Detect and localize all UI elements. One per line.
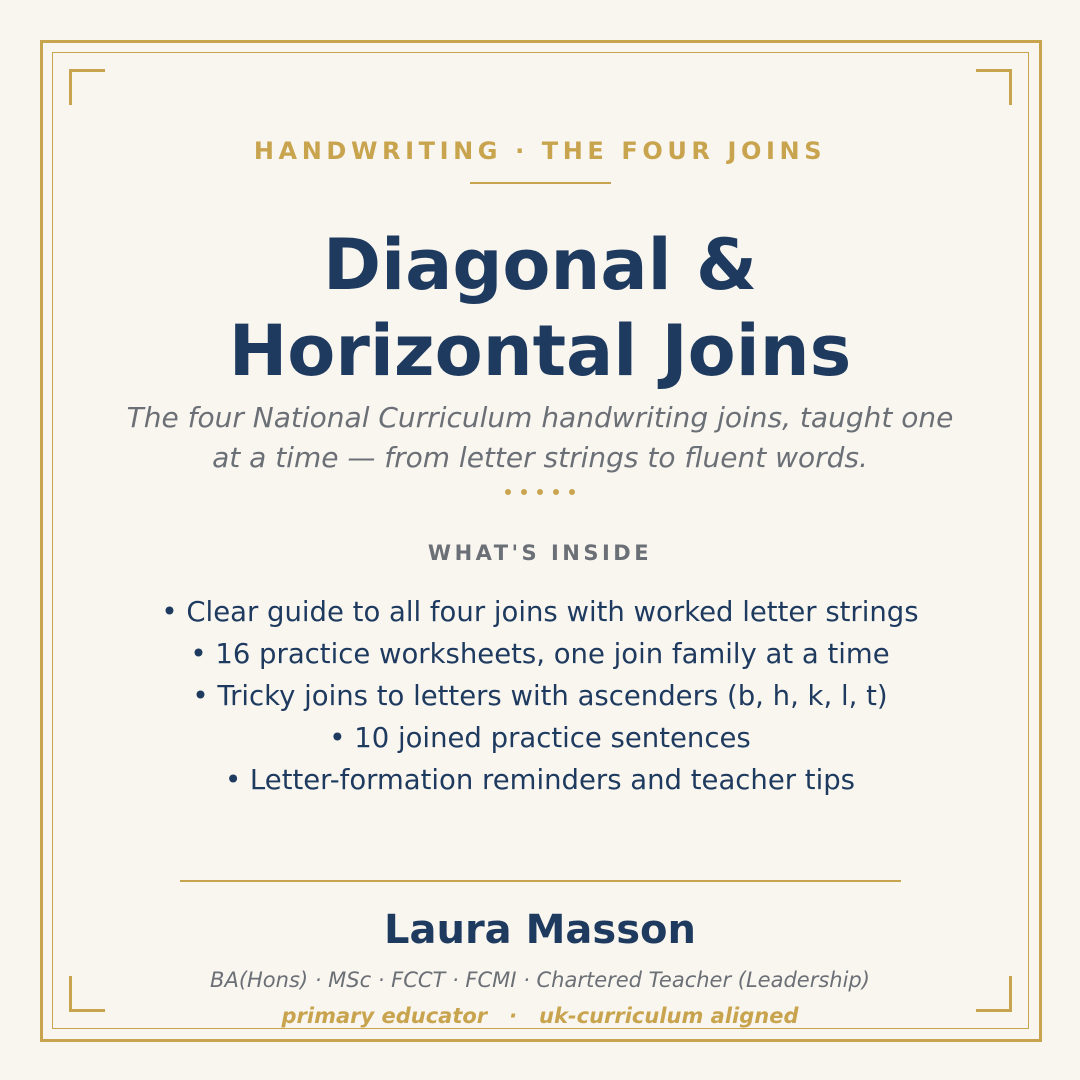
divider-dot — [553, 489, 559, 495]
feature-list — [60, 591, 1020, 801]
divider-dot — [521, 489, 527, 495]
corner-ornament-top-right — [976, 69, 1012, 105]
author-name: Laura Masson — [384, 907, 696, 953]
subtitle: The four National Curriculum handwriting joins, taught one at a time — from letter strings to fluent words. — [126, 401, 954, 474]
title-line-1: Diagonal & — [322, 224, 757, 306]
feature-item: • Letter-formation reminders and teacher tips — [224, 764, 856, 796]
kicker-divider — [470, 182, 611, 184]
divider-dot — [505, 489, 511, 495]
divider-dot — [537, 489, 543, 495]
section-heading-whats-inside: WHAT'S INSIDE — [427, 541, 653, 565]
feature-item: • Clear guide to all four joins with worked letter strings — [161, 596, 919, 628]
author-tagline: primary educator · uk-curriculum aligned — [281, 1004, 799, 1028]
footer-divider — [180, 880, 901, 882]
corner-ornament-top-left — [69, 69, 105, 105]
feature-item: • 16 practice worksheets, one join family at a time — [190, 638, 890, 670]
page-title — [0, 222, 1080, 394]
divider-dot — [569, 489, 575, 495]
feature-item: • 10 joined practice sentences — [329, 722, 751, 754]
kicker-label: HANDWRITING · THE FOUR JOINS — [253, 137, 827, 165]
author-credentials: BA(Hons) · MSc · FCCT · FCMI · Chartered Teacher (Leadership) — [210, 968, 870, 992]
dot-divider — [0, 489, 1080, 495]
feature-item: • Tricky joins to letters with ascenders (b, h, k, l, t) — [192, 680, 888, 712]
title-line-2: Horizontal Joins — [228, 310, 852, 392]
